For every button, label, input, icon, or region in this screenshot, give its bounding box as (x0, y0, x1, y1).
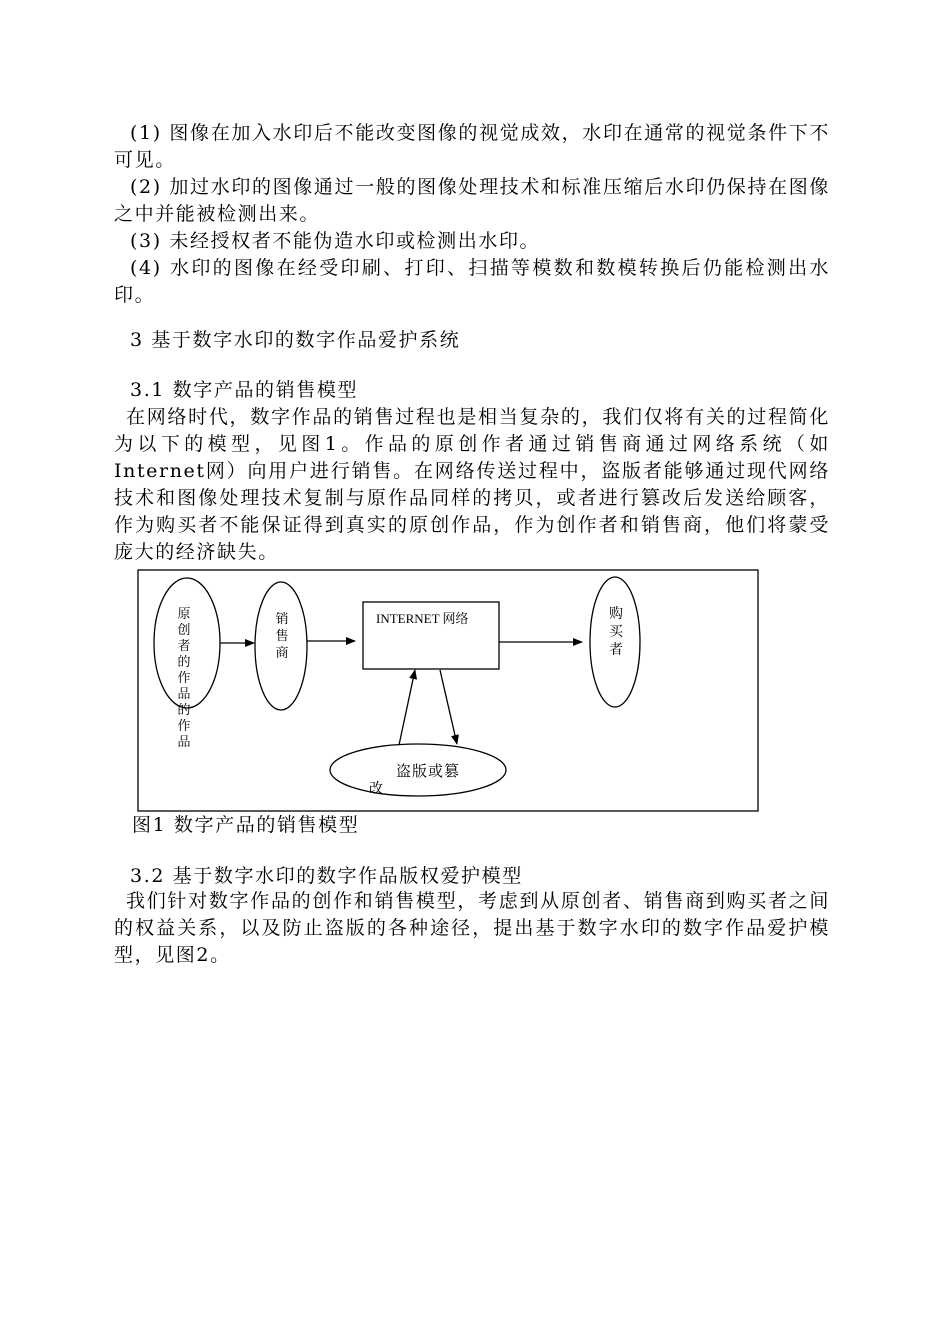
list-item-3: (3) 未经授权者不能伪造水印或检测出水印。 (130, 230, 541, 252)
creator-label: 原创者的作品的作品 (177, 607, 191, 750)
arrow-internet-to-pirate (440, 670, 457, 744)
seller-label: 销售商 (275, 612, 289, 661)
section-3-2-heading: 3.2 基于数字水印的数字作品版权爱护模型 (130, 865, 523, 887)
list-item-2: (2) 加过水印的图像通过一般的图像处理技术和标准压缩后水印仍保持在图像之中并能被检测出来。 (114, 176, 830, 225)
section-3-1-body: 在网络时代，数字作品的销售过程也是相当复杂的，我们仅将有关的过程简化为以下的模型，见图1。作品的原创作者通过销售商通过网络系统（如Internet网）向用户进行销售。在网络传送过程中，盗版者能够通过现代网络技术和图像处理技术复制与原作品同样的拷贝，或者进行篡改后发送给顾客，作为购买者不能保证得到真实的原创作品，作为创作者和销售商，他们将蒙受庞大的经济缺失。 (114, 406, 830, 563)
pirate-label-line2: 改 (369, 781, 383, 797)
arrow-pirate-to-internet (399, 670, 415, 745)
figure-1-caption: 图1 数字产品的销售模型 (132, 814, 360, 836)
section-3-heading: 3 基于数字水印的数字作品爱护系统 (130, 329, 461, 351)
pirate-label-line1: 盗版或篡 (396, 762, 461, 780)
list-item-1: (1) 图像在加入水印后不能改变图像的视觉成效，水印在通常的视觉条件下不可见。 (114, 122, 830, 171)
section-3-1-heading: 3.1 数字产品的销售模型 (130, 379, 359, 401)
section-3-2-body: 我们针对数字作品的创作和销售模型，考虑到从原创者、销售商到购买者之间的权益关系，以及防止盗版的各种途径，提出基于数字水印的数字作品爱护模型，见图2。 (114, 890, 830, 966)
buyer-label: 购买者 (609, 606, 623, 658)
internet-label: INTERNET 网络 (376, 611, 469, 626)
list-item-4: (4) 水印的图像在经受印刷、打印、扫描等模数和数模转换后仍能检测出水印。 (114, 257, 830, 306)
